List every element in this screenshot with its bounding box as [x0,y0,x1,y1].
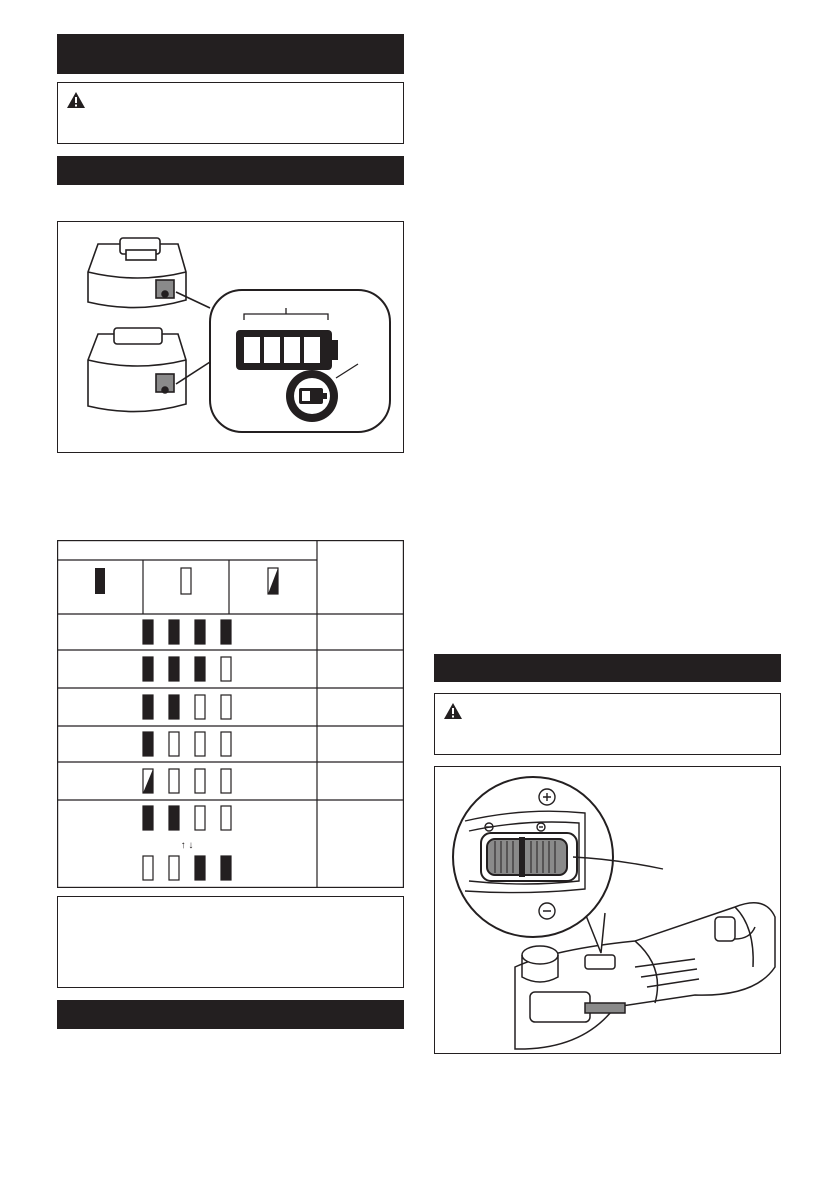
indicator-lamp [221,657,231,681]
indicator-lamp-alt [221,856,231,880]
section-heading-bar-1 [57,34,404,74]
capacity-table-grid [57,540,404,888]
indicator-lamp [169,769,179,793]
indicator-lamp [169,732,179,756]
toggle-arrows: ↑ ↓ [180,840,194,851]
section-heading-bar-4 [434,654,781,682]
warning-triangle-icon [66,91,86,109]
lamp-off-icon [181,568,191,594]
warning-triangle-icon [443,702,463,720]
battery-figure [57,221,404,453]
indicator-lamp [195,806,205,830]
indicator-lamp [195,769,205,793]
indicator-lamp [195,732,205,756]
indicator-lamp [169,620,179,644]
indicator-lamp [169,695,179,719]
section-heading-bar-2 [57,156,404,185]
indicator-lamp [195,620,205,644]
indicator-lamp [143,620,153,644]
warning-box-2 [434,693,781,755]
lamp-blinking-icon [268,568,278,594]
indicator-lamp [221,695,231,719]
lamp-on-icon [95,568,105,594]
indicator-lamp-alt [143,856,153,880]
battery-pack-small [88,238,186,308]
indicator-lamp [221,769,231,793]
indicator-lamp [143,657,153,681]
indicator-lamp [169,657,179,681]
indicator-lamp [143,732,153,756]
battery-illustration [58,222,403,452]
indicator-lamp-alt [169,856,179,880]
indicator-lamp [195,695,205,719]
battery-pack-large [88,328,186,412]
multi-tool-illustration [435,767,780,1053]
indicator-lamp [169,806,179,830]
slide-switch-icon [487,837,567,877]
battery-capacity-table [57,540,404,888]
warning-box-1 [57,82,404,144]
indicator-lamp [143,695,153,719]
note-box [57,896,404,988]
indicator-lamp [221,620,231,644]
section-heading-bar-3 [57,1000,404,1029]
indicator-lamp [143,806,153,830]
indicator-lamp [195,657,205,681]
tool-figure [434,766,781,1054]
indicator-lamp [221,806,231,830]
indicator-lamp [221,732,231,756]
indicator-lamp-alt [195,856,205,880]
